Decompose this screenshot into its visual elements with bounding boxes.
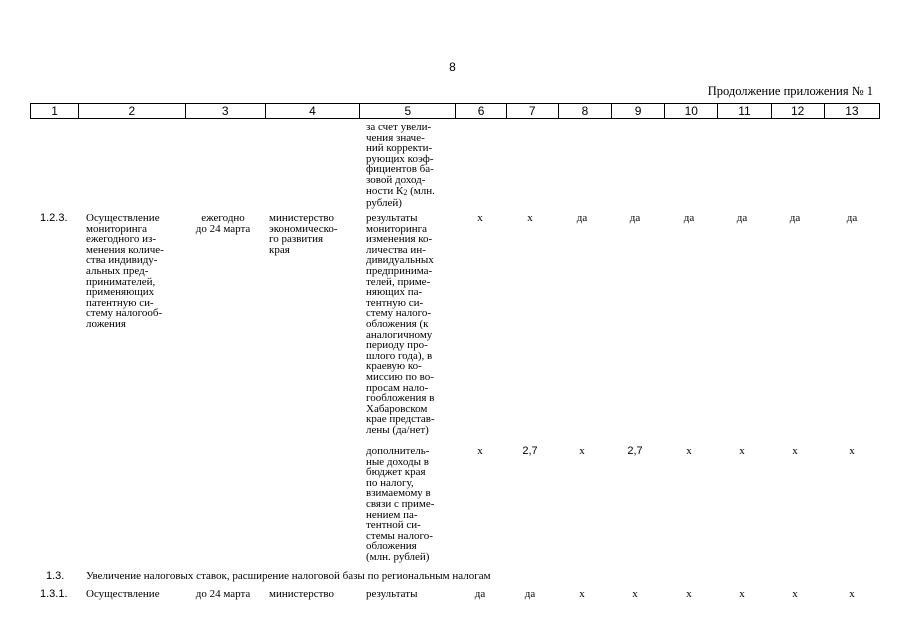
- measure-name-1-2-3: Осуществление мониторинга ежегодного из- менения количе- ства индивиду- альных пред- принимателей, применяющих патентную си- стему налогооб- ложения: [86, 212, 164, 330]
- carryover-indicator: за счет увели- чения значе- ний корректи- рующих коэф- фициентов ба- зовой доход- ности $К_2$ (млн. рублей): [366, 121, 435, 210]
- value-cell: да: [576, 212, 588, 224]
- value-cell: х: [739, 588, 745, 600]
- column-header: 1: [31, 104, 79, 119]
- value-cell: х: [477, 212, 483, 224]
- indicator-text-1-3-1: результаты: [366, 588, 418, 600]
- indicator-text-1-2-3-a: результаты мониторинга изменения ко- личества ин- дивидуальных предпринима- телей, приме- няющих па- тентную си- стему налого- обложения (к аналогичному периоду про- шлого года), в краевую ко- миссию по во- просам нало- гообложения в Хабаровском крае представ- лены (да/нет): [366, 212, 435, 436]
- column-header: 13: [824, 104, 879, 119]
- value-cell: х: [579, 588, 585, 600]
- value-cell: х: [686, 588, 692, 600]
- value-cell: х: [792, 588, 798, 600]
- column-header: 4: [265, 104, 359, 119]
- measure-executor-1-3-1: министерство: [269, 588, 335, 600]
- value-cell: х: [792, 445, 798, 457]
- column-header: 6: [456, 104, 506, 119]
- value-cell: 2,7: [522, 445, 538, 457]
- indicator-text-1-2-3-b: дополнитель- ные доходы в бюджет края по налогу, взимаемому в связи с приме- нением па- тентной си- стемы налого- обложения (млн. рублей): [366, 445, 435, 563]
- value-cell: да: [524, 588, 536, 600]
- row-number-1-3: 1.3.: [46, 570, 65, 582]
- value-cell: да: [846, 212, 858, 224]
- measure-term-1-2-3: ежегодно до 24 марта: [195, 212, 251, 235]
- value-cell: х: [632, 588, 638, 600]
- column-header: 11: [718, 104, 771, 119]
- value-cell: х: [477, 445, 483, 457]
- column-header: 2: [79, 104, 185, 119]
- column-header: 7: [506, 104, 558, 119]
- measure-executor-1-2-3: министерство экономическо- го развития края: [269, 212, 338, 256]
- value-cell: да: [629, 212, 641, 224]
- value-cell: х: [686, 445, 692, 457]
- value-cell: х: [849, 445, 855, 457]
- column-header: 10: [665, 104, 718, 119]
- value-cell: да: [683, 212, 695, 224]
- value-cell: да: [789, 212, 801, 224]
- column-header: 5: [360, 104, 456, 119]
- header-row: [30, 103, 880, 119]
- measure-term-1-3-1: до 24 марта: [195, 588, 251, 600]
- column-header: 3: [185, 104, 265, 119]
- value-cell: 2,7: [627, 445, 643, 457]
- value-cell: х: [849, 588, 855, 600]
- measure-name-1-3-1: Осуществление: [86, 588, 160, 600]
- value-cell: да: [474, 588, 486, 600]
- section-title-1-3: Увеличение налоговых ставок, расширение налоговой базы по региональным налогам: [86, 570, 491, 582]
- row-number-1-3-1: 1.3.1.: [40, 588, 68, 600]
- value-cell: х: [739, 445, 745, 457]
- value-cell: х: [579, 445, 585, 457]
- value-cell: х: [527, 212, 533, 224]
- column-header: 8: [558, 104, 611, 119]
- value-cell: да: [736, 212, 748, 224]
- row-number-1-2-3: 1.2.3.: [40, 212, 68, 224]
- column-header: 12: [771, 104, 824, 119]
- page-number: 8: [449, 60, 456, 74]
- column-header: 9: [612, 104, 665, 119]
- continuation-label: Продолжение приложения № 1: [707, 84, 873, 98]
